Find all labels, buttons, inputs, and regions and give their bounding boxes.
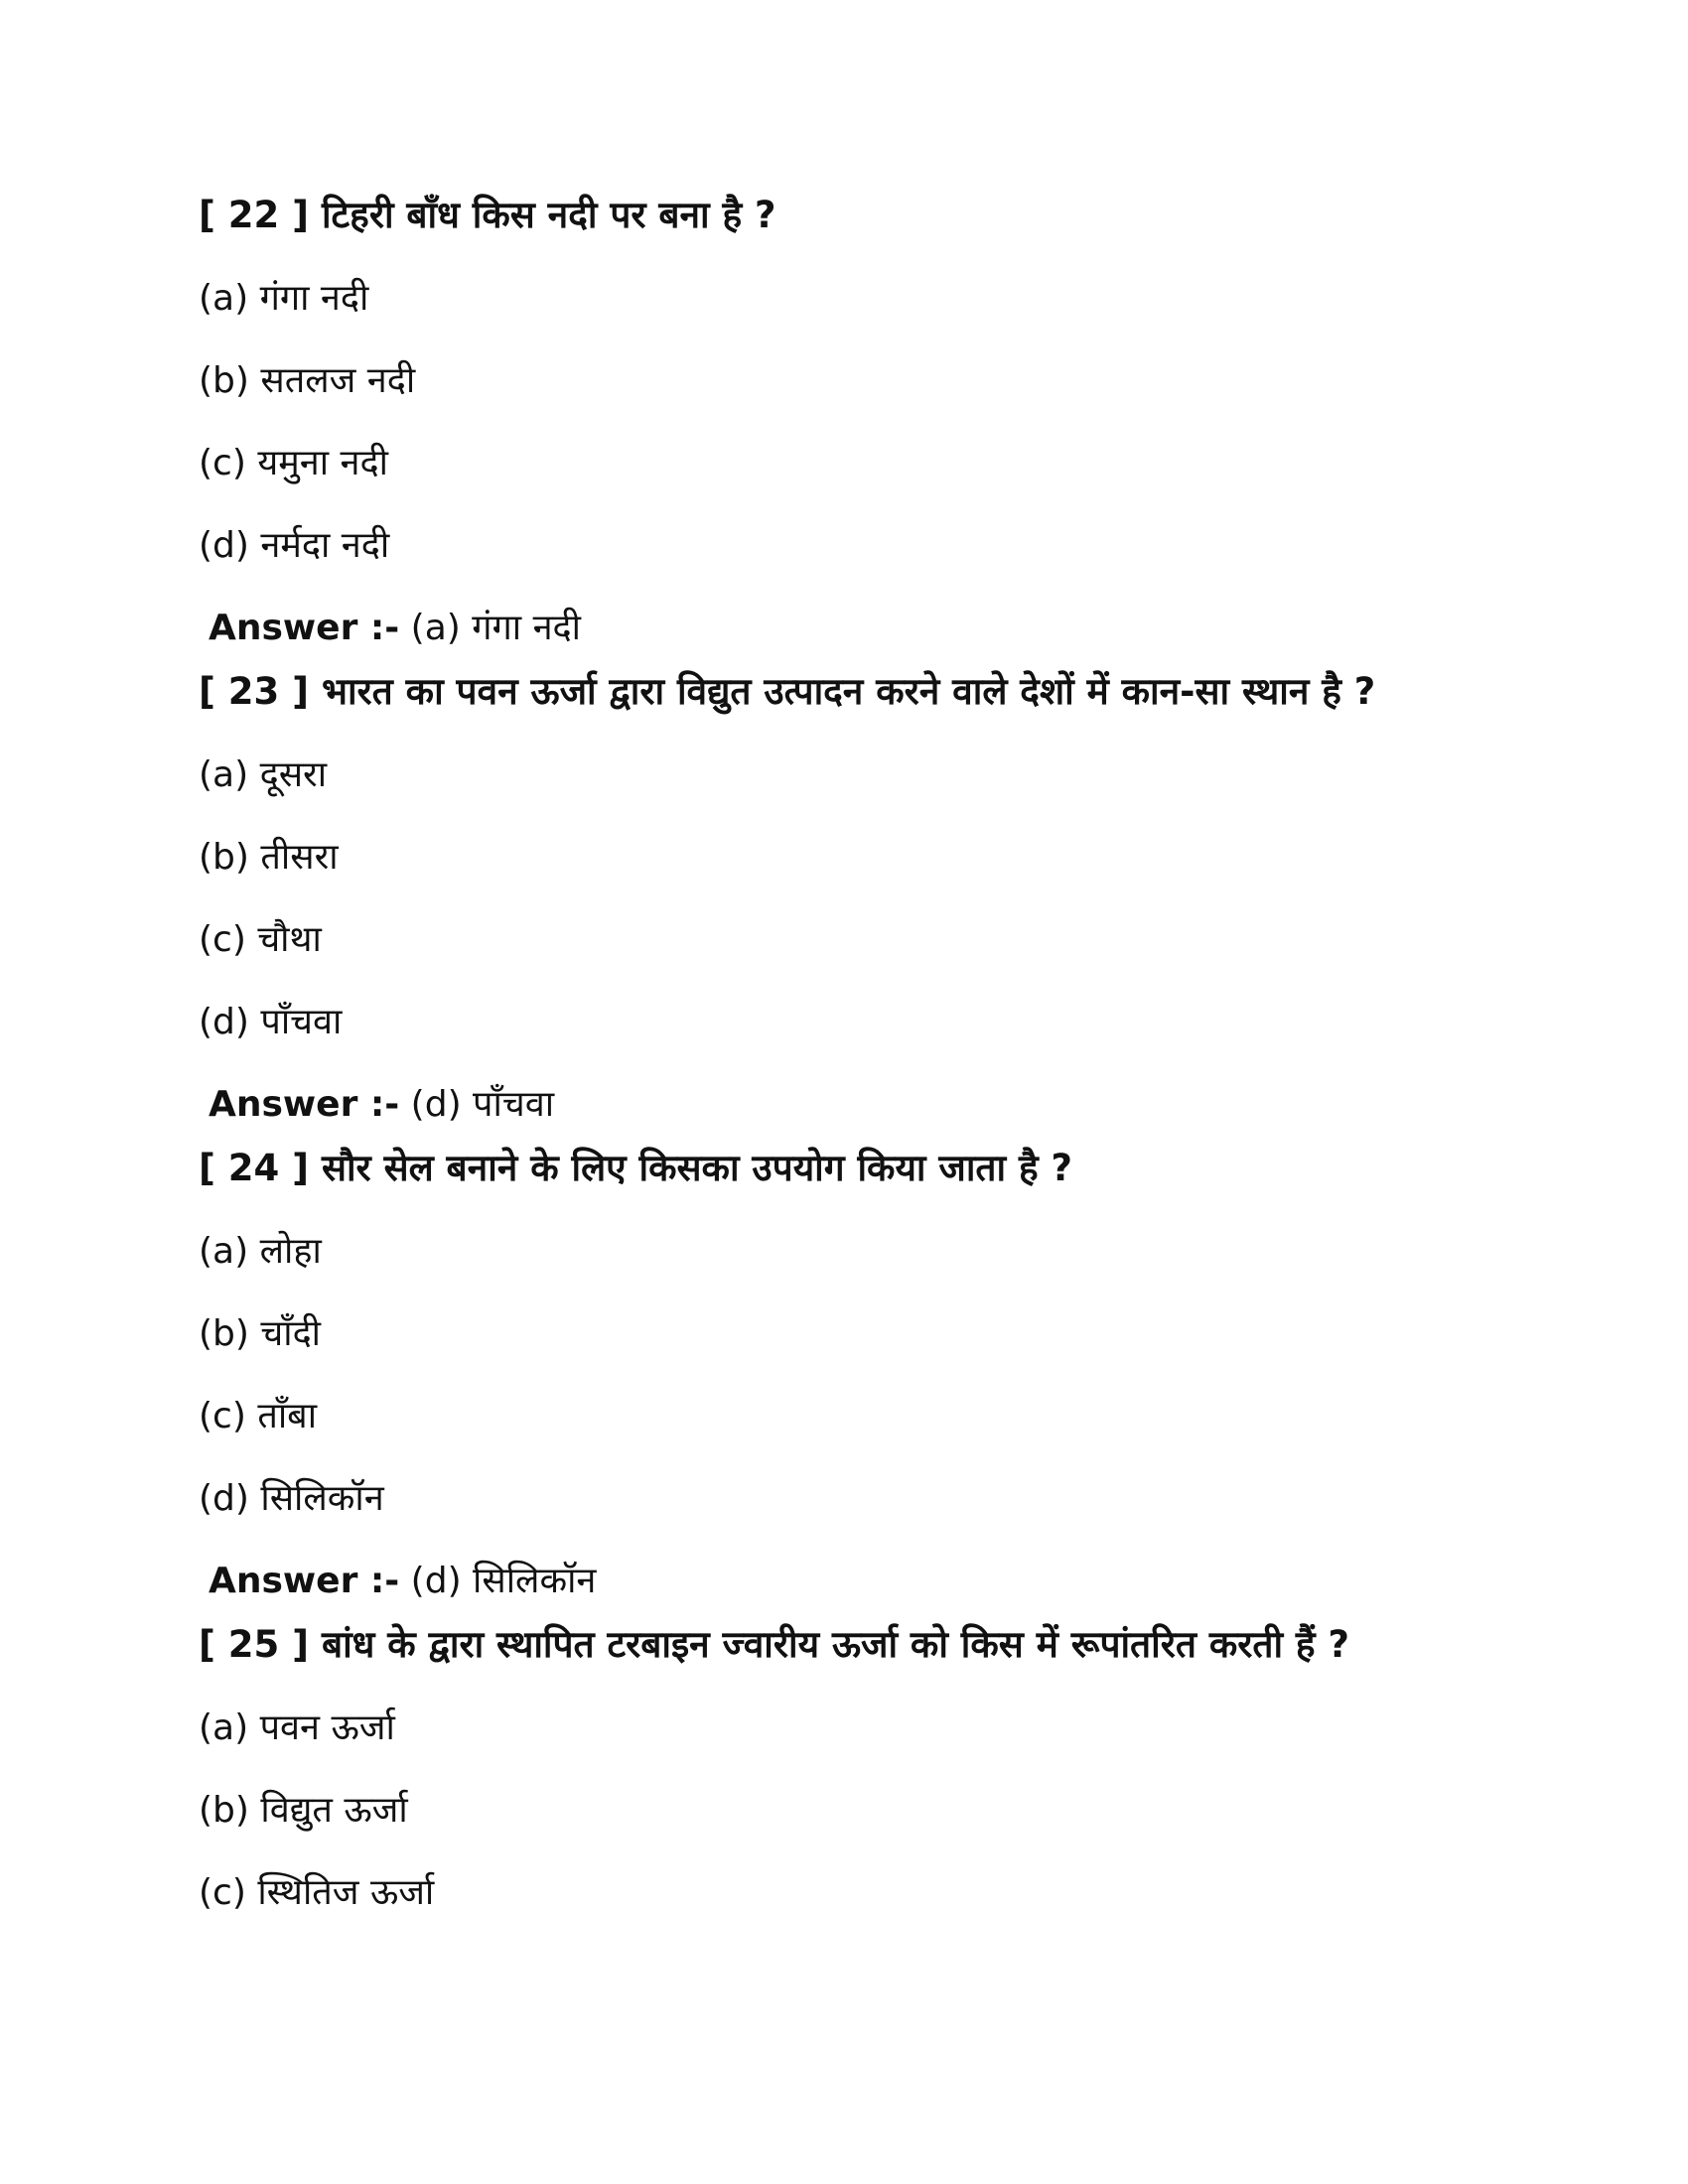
option-22-b: (b) सतलज नदी [199,360,416,401]
option-23-d: (d) पाँचवा [199,1002,343,1042]
option-22-a: (a) गंगा नदी [199,278,369,319]
answer-label: Answer :- [209,608,400,648]
option-24-a: (a) लोहा [199,1231,322,1272]
answer-value: (d) सिलिकॉन [410,1561,597,1601]
question-block-25 [199,1618,1549,1920]
answer-22 [209,602,1549,655]
option-24-c: (c) ताँबा [199,1396,318,1436]
option-22-c: (c) यमुना नदी [199,443,388,483]
answer-value: (d) पाँचवा [410,1084,555,1125]
option-24-b: (b) चाँदी [199,1313,322,1354]
question-block-22 [199,189,1549,655]
option-22-d: (d) नर्मदा नदी [199,525,390,566]
answer-23 [209,1078,1549,1132]
option-23-a: (a) दूसरा [199,754,328,795]
question-22: [ 22 ] टिहरी बाँध किस नदी पर बना है ? [199,194,776,236]
question-block-24 [199,1142,1549,1608]
option-25-c: (c) स्थितिज ऊर्जा [199,1872,435,1913]
question-23: [ 23 ] भारत का पवन ऊर्जा द्वारा विद्युत उत्पादन करने वाले देशों में कान-सा स्थान है ? [199,670,1376,713]
quiz-page [199,189,1549,1949]
option-25-b: (b) विद्युत ऊर्जा [199,1790,408,1831]
question-block-23 [199,665,1549,1132]
answer-label: Answer :- [209,1084,400,1125]
question-24: [ 24 ] सौर सेल बनाने के लिए किसका उपयोग किया जाता है ? [199,1147,1072,1189]
option-25-a: (a) पवन ऊर्जा [199,1707,395,1748]
answer-24 [209,1555,1549,1608]
option-23-b: (b) तीसरा [199,837,339,878]
question-25: [ 25 ] बांध के द्वारा स्थापित टरबाइन ज्वारीय ऊर्जा को किस में रूपांतरित करती हैं ? [199,1623,1349,1666]
answer-label: Answer :- [209,1561,400,1601]
option-23-c: (c) चौथा [199,919,322,960]
option-24-d: (d) सिलिकॉन [199,1478,384,1519]
answer-value: (a) गंगा नदी [410,608,581,648]
